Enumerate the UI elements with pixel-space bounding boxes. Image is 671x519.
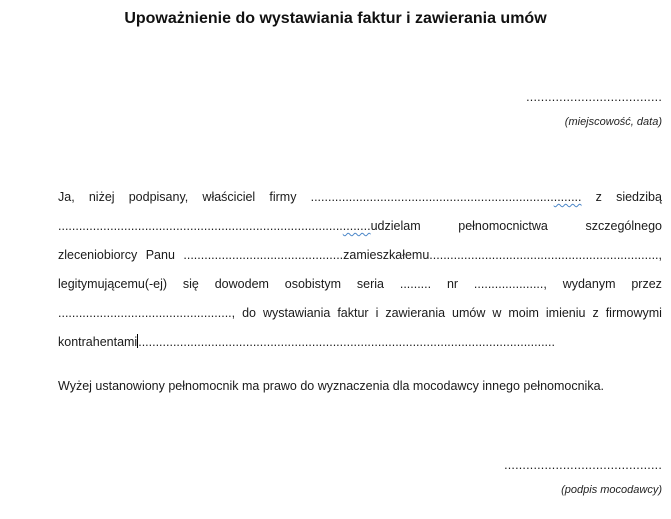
- paragraph-line-2: [58, 212, 662, 241]
- word: z: [595, 190, 602, 204]
- fill-in-field[interactable]: ....................,: [473, 277, 547, 291]
- word: niżej: [88, 190, 115, 204]
- dots-segment: ......................................................................: [310, 190, 554, 204]
- fill-in-field[interactable]: ..................................................,: [58, 306, 236, 320]
- word: wystawiania: [262, 306, 331, 320]
- word: z: [592, 306, 599, 320]
- spellcheck-squiggle: ........: [553, 190, 582, 204]
- dots-segment: ..................................................................................: [58, 219, 343, 233]
- word: seria: [356, 277, 384, 291]
- dots-segment: ..................................................................: [429, 248, 659, 262]
- punctuation: ,: [658, 248, 662, 262]
- word: zawierania: [385, 306, 446, 320]
- word: Ja,: [58, 190, 75, 204]
- substitution-clause: Wyżej ustanowiony pełnomocnik ma prawo do wyznaczenia dla mocodawcy innego pełnomocnika.: [58, 379, 605, 393]
- word: faktur: [337, 306, 369, 320]
- place-date-fill-line[interactable]: .....................................: [526, 90, 662, 104]
- word: pełnomocnictwa: [458, 219, 548, 233]
- paragraph-line-1: [58, 183, 662, 212]
- word: Panu: [145, 248, 175, 262]
- paragraph-line-6: [58, 328, 662, 357]
- word: osobistym: [284, 277, 342, 291]
- paragraph-line-3: [58, 241, 662, 270]
- word: imieniu: [545, 306, 586, 320]
- word: firmowymi: [605, 306, 662, 320]
- fill-in-field[interactable]: ........................................................................................................................: [138, 335, 555, 349]
- word: przez: [631, 277, 662, 291]
- spellcheck-squiggle: ........: [342, 219, 371, 233]
- word: podpisany,: [128, 190, 189, 204]
- word: zleceniobiorcy: [58, 248, 138, 262]
- word: szczególnego: [585, 219, 662, 233]
- word: udzielam: [370, 219, 421, 233]
- word: nr: [446, 277, 459, 291]
- word: i: [375, 306, 379, 320]
- signature-label: (podpis mocodawcy): [561, 484, 662, 496]
- word: firmy: [269, 190, 297, 204]
- authorization-paragraph[interactable]: [58, 183, 662, 357]
- word: legitymującemu(-ej): [58, 277, 168, 291]
- document-title: Upoważnienie do wystawiania faktur i zawierania umów: [124, 10, 547, 27]
- word: umów: [452, 306, 486, 320]
- dots-segment: ..............................................: [183, 248, 344, 262]
- fill-in-field[interactable]: [183, 241, 662, 270]
- fill-in-field[interactable]: [311, 183, 582, 212]
- word: moim: [508, 306, 539, 320]
- word: się: [182, 277, 199, 291]
- word: w: [492, 306, 502, 320]
- word: kontrahentami: [58, 335, 138, 349]
- word: do: [242, 306, 256, 320]
- word: wydanym: [562, 277, 616, 291]
- fill-in-field[interactable]: [58, 212, 421, 241]
- word: dowodem: [214, 277, 269, 291]
- word: zamieszkałemu: [343, 248, 430, 262]
- signature-fill-line[interactable]: ...........................................: [504, 458, 662, 472]
- fill-in-field[interactable]: .........: [399, 277, 432, 291]
- place-date-block: [526, 90, 662, 128]
- signature-block: [504, 458, 662, 496]
- word: siedzibą: [616, 190, 662, 204]
- place-date-label: (miejscowość, data): [564, 116, 662, 128]
- word: właściciel: [202, 190, 256, 204]
- paragraph-line-4: [58, 270, 662, 299]
- paragraph-line-5: [58, 299, 662, 328]
